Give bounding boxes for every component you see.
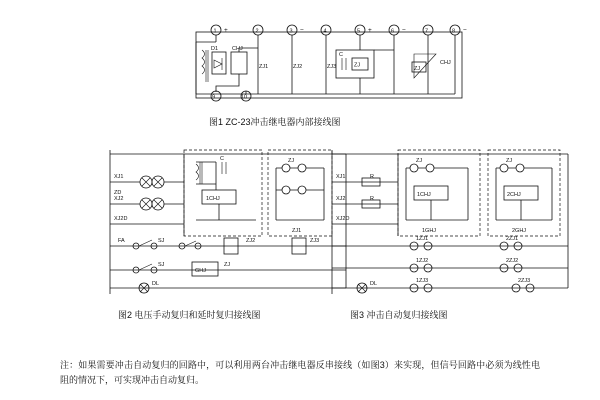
svg-text:C: C [339,52,343,58]
figure-1-caption: 图1 ZC-23冲击继电器内部接线图 [209,117,341,127]
svg-text:XJ2: XJ2 [336,196,346,202]
fig3-row-2 [410,258,522,272]
svg-text:FA: FA [118,238,125,244]
fig1-zj-relay [336,46,394,94]
svg-text:XJ2: XJ2 [114,196,124,202]
svg-text:2GHJ: 2GHJ [512,228,527,234]
fig3-module-1 [406,158,468,234]
svg-text:7: 7 [425,28,429,35]
svg-text:9: 9 [212,94,216,101]
svg-text:1: 1 [213,28,217,35]
svg-text:R: R [370,174,374,180]
svg-text:XJ1: XJ1 [336,174,346,180]
fig2-ghj-row [133,262,230,276]
figure-3-caption: 图3 冲击自动复归接线图 [350,310,448,320]
fig1-top-terminals [211,25,460,35]
svg-text:XJ2D: XJ2D [336,216,350,222]
svg-text:−: − [402,27,406,34]
fig2-transformer [196,156,256,220]
svg-text:CHJ: CHJ [232,46,243,52]
svg-text:1ZJ2: 1ZJ2 [416,258,429,264]
svg-text:ZJ: ZJ [414,66,421,72]
svg-text:1CHJ: 1CHJ [417,192,431,198]
svg-text:ZJ: ZJ [288,158,295,164]
svg-text:XJ2D: XJ2D [114,216,128,222]
svg-text:ZJ3: ZJ3 [310,238,320,244]
svg-text:SJ: SJ [158,262,165,268]
fig3-row-3 [357,278,534,293]
svg-text:XJ1: XJ1 [114,174,124,180]
svg-text:ZJ2: ZJ2 [246,238,256,244]
svg-text:+: + [224,27,228,34]
svg-text:DL: DL [370,281,378,287]
svg-text:−: − [463,27,467,34]
svg-text:ZJ2: ZJ2 [293,64,303,70]
svg-text:SJ: SJ [158,238,165,244]
svg-text:ZJ: ZJ [506,158,513,164]
svg-text:3: 3 [289,28,293,35]
figure-1-drawing [0,8,600,118]
svg-text:1ZJ1: 1ZJ1 [416,236,429,242]
svg-text:6: 6 [391,28,395,35]
svg-text:8: 8 [452,28,456,35]
footnote: 注：如果需要冲击自动复归的回路中，可以利用两台冲击继电器反串接线（如图3）来实现，但信号回路中必须为线性电阻的情况下，可实现冲击自动复归。 [60,360,540,386]
svg-text:DL: DL [152,281,160,287]
svg-text:2ZJ1: 2ZJ1 [506,236,519,242]
svg-text:1CHJ: 1CHJ [206,196,220,202]
figure-2-caption: 图2 电压手动复归和延时复归接线图 [118,310,261,320]
fig2-xj1-lamp [140,176,164,188]
svg-text:D1: D1 [211,46,219,52]
svg-text:ZJ: ZJ [354,62,361,69]
svg-text:ZJ: ZJ [416,158,423,164]
svg-text:ZJ3: ZJ3 [327,64,337,70]
svg-text:C: C [220,156,224,162]
fig2-xj2-lamp [140,198,164,210]
fig1-diode-d1 [211,46,226,74]
svg-text:CHJ: CHJ [440,60,451,66]
svg-text:ZD: ZD [114,190,122,196]
svg-text:2: 2 [255,28,259,35]
fig2-dl-row [139,281,159,293]
svg-text:2ZJ3: 2ZJ3 [518,278,531,284]
svg-text:ZJ: ZJ [224,262,231,268]
svg-text:R: R [370,196,374,202]
svg-text:ZJ1: ZJ1 [292,228,302,234]
svg-text:2ZJ2: 2ZJ2 [506,258,519,264]
svg-text:2CHJ: 2CHJ [507,192,521,198]
svg-text:10: 10 [241,94,248,101]
svg-text:ZJ1: ZJ1 [259,64,269,70]
svg-text:GHJ: GHJ [195,268,206,274]
fig2-right-contacts [276,158,324,220]
svg-text:1GHJ: 1GHJ [422,228,437,234]
svg-text:+: + [368,27,372,34]
figure-3-drawing [318,142,578,302]
fig3-module-2 [496,158,552,234]
svg-text:4: 4 [323,28,327,35]
figure-2-drawing [96,142,356,302]
svg-text:1ZJ3: 1ZJ3 [416,278,429,284]
svg-text:5: 5 [357,28,361,35]
fig3-row-1 [410,236,522,250]
fig1-right-coil [412,48,455,94]
svg-text:−: − [300,27,304,34]
